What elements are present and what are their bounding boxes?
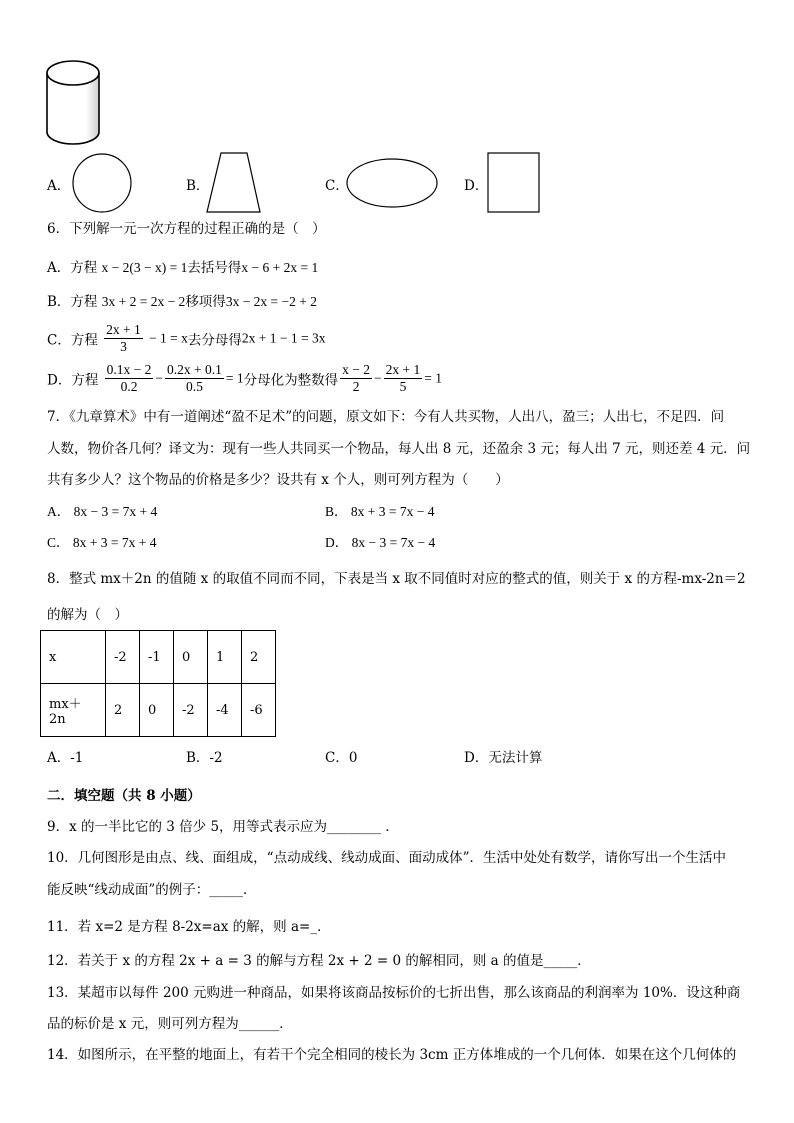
table-cell: mx＋2n — [41, 684, 106, 737]
q6-option-c: C．方程 $\frac{2x + 1}{3}$ − 1 = x去分母得2x + 1 − 1 = 3x — [47, 322, 326, 354]
q10-line-2: 能反映“线动成面”的例子：_____． — [47, 882, 257, 898]
q13-line-1: 13．某超市以每件 200 元购进一种商品，如果将该商品按标价的七折出售，那么该商品的利润率为 10%．设这种商 — [47, 985, 741, 1001]
q6-option-b: B．方程 3x + 2 = 2x − 2移项得3x − 2x = −2 + 2 — [47, 294, 318, 310]
q8-line-1: 8．整式 mx＋2n 的值随 x 的取值不同而不同，下表是当 x 取不同值时对应的整式的值，则关于 x 的方程-mx-2n＝2 — [47, 571, 746, 587]
q12-text: 12．若关于 x 的方程 2x + a = 3 的解与方程 2x + 2 = 0 的解相同，则 a 的值是_____． — [47, 953, 591, 969]
table-cell: -2 — [174, 684, 208, 737]
q8-value-table — [40, 630, 276, 737]
table-cell: 0 — [174, 631, 208, 684]
q7-option-a: A． 8x − 3 = 7x + 4 — [47, 504, 158, 519]
q7-line-1: 7．《九章算术》中有一道阐述“盈不足术”的问题，原文如下：今有人共买物，人出八，盈三；人出七，不足四．问 — [47, 409, 725, 425]
q7-option-c: C． 8x + 3 = 7x + 4 — [47, 535, 157, 550]
table-cell: -2 — [106, 631, 140, 684]
q8-option-d: D．无法计算 — [464, 750, 543, 766]
q10-line-1: 10．几何图形是由点、线、面组成，“点动成线、线动成面、面动成体”．生活中处处有数学，请你写出一个生活中 — [47, 850, 726, 866]
q7-option-d: D． 8x − 3 = 7x − 4 — [325, 535, 436, 550]
table-cell: 2 — [242, 631, 276, 684]
q6-option-a: A．方程 x − 2(3 − x) = 1去括号得x − 6 + 2x = 1 — [47, 260, 319, 276]
q7-line-2: 人数，物价各几何？译文为：现有一些人共同买一个物品，每人出 8 元，还盈余 3 元；每人出 7 元，则还差 4 元．问 — [47, 441, 751, 457]
table-cell: 0 — [140, 684, 174, 737]
q14-text: 14．如图所示，在平整的地面上，有若干个完全相同的棱长为 3cm 正方体堆成的一个几何体．如果在这个几何体的 — [47, 1047, 737, 1063]
table-cell: -6 — [242, 684, 276, 737]
q8-line-2: 的解为（ ） — [47, 607, 128, 623]
q5-option-c-label: C． — [325, 178, 349, 194]
rectangle-shape — [487, 152, 541, 214]
q13-line-2: 品的标价是 x 元，则可列方程为______． — [47, 1016, 293, 1032]
q5-option-a-label: A． — [47, 178, 71, 194]
table-row — [41, 631, 276, 684]
q9-text: 9．x 的一半比它的 3 倍少 5，用等式表示应为________ ． — [47, 819, 399, 835]
q5-option-b-label: B． — [186, 178, 210, 194]
ellipse-shape — [345, 157, 440, 209]
q8-option-b: B．-2 — [186, 750, 223, 766]
table-row — [41, 684, 276, 737]
table-cell: 1 — [208, 631, 242, 684]
cylinder-figure — [44, 55, 102, 147]
table-cell: x — [41, 631, 106, 684]
q7-line-3: 共有多少人？这个物品的价格是多少？设共有 x 个人，则可列方程为（ ） — [47, 472, 509, 488]
table-cell: -1 — [140, 631, 174, 684]
trapezoid-shape — [205, 152, 263, 214]
q11-text: 11．若 x=2 是方程 8-2x=ax 的解，则 a=_． — [47, 919, 331, 935]
q5-option-d-label: D． — [464, 178, 489, 194]
table-cell: -4 — [208, 684, 242, 737]
q8-option-a: A．-1 — [47, 750, 84, 766]
section-heading: 二．填空题（共 8 小题） — [47, 788, 201, 804]
q6-option-d: D．方程 $\frac{0.1x - 2}{0.2}$ − $\frac{0.2x + 0.1}{0.5}$ = 1分母化为整数得 $\frac{x - 2}{2}$ − $\frac{2x + 1}{5}$ = 1 — [47, 362, 442, 394]
q8-option-c: C．0 — [325, 750, 358, 766]
q7-option-b: B． 8x + 3 = 7x − 4 — [325, 504, 435, 519]
circle-shape — [70, 152, 134, 214]
q6-stem: 6．下列解一元一次方程的过程正确的是（ ） — [47, 221, 326, 237]
table-cell: 2 — [106, 684, 140, 737]
